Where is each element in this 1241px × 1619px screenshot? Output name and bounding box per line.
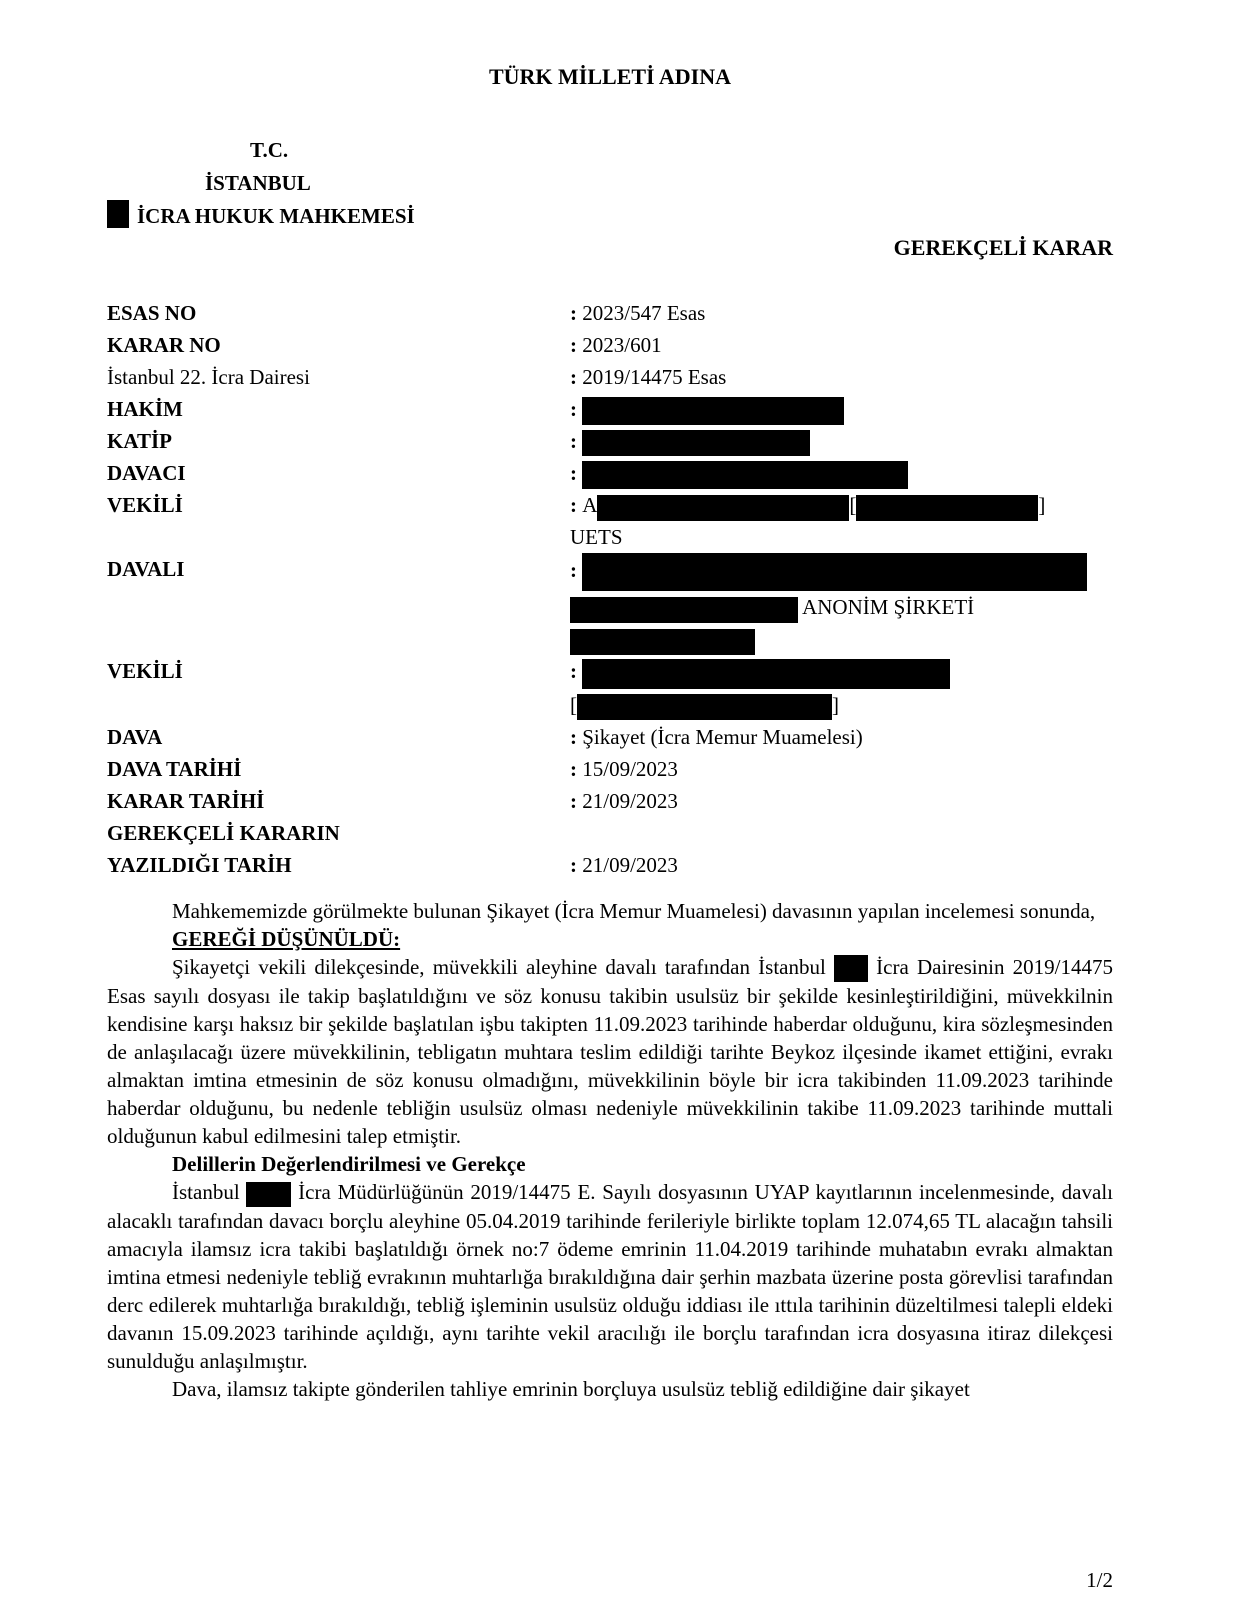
field-value xyxy=(570,361,1113,393)
redaction-box xyxy=(597,495,849,521)
redaction-box xyxy=(834,955,868,982)
body-paragraph xyxy=(107,953,1113,1151)
field-value-line xyxy=(570,393,1113,425)
field-label: KATİP xyxy=(107,429,172,454)
field-row xyxy=(107,553,1113,655)
field-value xyxy=(570,785,1113,817)
court-line xyxy=(107,200,1113,233)
field-label: YAZILDIĞI TARİH xyxy=(107,852,292,877)
city-line: İSTANBUL xyxy=(205,171,311,195)
field-value-line xyxy=(570,297,1113,329)
field-value-text: 15/09/2023 xyxy=(582,756,678,781)
field-value-line xyxy=(570,457,1113,489)
section-heading xyxy=(172,925,1113,953)
field-value-line xyxy=(570,623,1113,655)
field-value xyxy=(570,655,1113,720)
field-label: İstanbul 22. İcra Dairesi xyxy=(107,365,310,389)
field-row xyxy=(107,489,1113,553)
field-colon: : xyxy=(570,659,583,684)
field-row xyxy=(107,361,1113,393)
field-value xyxy=(570,849,1113,881)
field-value xyxy=(570,553,1113,655)
field-value-text: Delillerin Değerlendirilmesi ve Gerekçe xyxy=(172,1152,526,1177)
field-row xyxy=(107,457,1113,489)
decision-type-title: GEREKÇELİ KARAR xyxy=(893,235,1113,260)
redaction-box xyxy=(582,397,844,425)
field-value xyxy=(570,721,1113,753)
field-value-text: Dava, ilamsız takipte gönderilen tahliye emrinin borçluya usulsüz tebliğ edildiğine dair şikayet xyxy=(172,1376,970,1401)
field-value-line xyxy=(570,721,1113,753)
field-label: HAKİM xyxy=(107,397,183,421)
redaction-box xyxy=(582,659,950,689)
redaction-box xyxy=(107,200,129,228)
field-value-line xyxy=(570,689,1113,721)
field-colon: : xyxy=(570,301,583,325)
body-paragraph xyxy=(107,1178,1113,1375)
court-header xyxy=(107,134,1113,233)
redaction-box xyxy=(570,629,755,655)
field-value-text: Şikayetçi vekili dilekçesinde, müvekkili aleyhine davalı tarafından İstanbul xyxy=(172,954,834,979)
field-value-line xyxy=(570,425,1113,457)
field-value-line xyxy=(570,553,1113,591)
field-value-line xyxy=(570,785,1113,817)
field-label: DAVALI xyxy=(107,557,185,582)
field-value-line xyxy=(570,361,1113,393)
tc-line: T.C. xyxy=(250,138,289,162)
redaction-box xyxy=(246,1182,291,1207)
field-value xyxy=(570,425,1113,457)
field-colon: : xyxy=(570,333,583,357)
redaction-box xyxy=(582,553,1087,591)
field-label: KARAR NO xyxy=(107,333,221,357)
field-colon: : xyxy=(570,461,583,486)
field-value xyxy=(570,297,1113,329)
field-value-line xyxy=(570,849,1113,881)
field-value-text: ANONİM ŞİRKETİ xyxy=(798,595,975,620)
field-row xyxy=(107,785,1113,817)
field-row xyxy=(107,721,1113,753)
redaction-box xyxy=(570,597,798,623)
field-value-text: UETS xyxy=(570,525,623,550)
field-value-line xyxy=(570,753,1113,785)
field-label: VEKİLİ xyxy=(107,659,183,684)
field-value-text: İcra Dairesinin 2019/14475 Esas sayılı dosyası ile takip başlatıldığını ve söz konusu takibin usulsüz bir şekilde kesinleştirildiğini, müvekkilnin kendisine karşı haksız bir şekilde başlatılan işbu takipten 11.09.2023 tarihinde haberdar olduğunu, kira sözleşmesinden de anlaşılacağı üzere müvekkilinin, tebligatın muhtara teslim edildiği tarihte Beykoz ilçesinde ikamet ettiğini, evrakı almaktan imtina etmesinin de söz konusu olmadığını, müvekkilinin böyle bir icra takibinden 11.09.2023 tarihinde haberdar olduğunu, bu nedenle tebliğin usulsüz olması nedeniyle müvekkilinin takibe 11.09.2023 tarihinde muttali olduğunun kabul edilmesini talep etmiştir. xyxy=(107,954,1113,1149)
field-value xyxy=(570,753,1113,785)
body-paragraph xyxy=(107,897,1113,925)
field-value-text: 21/09/2023 xyxy=(582,788,678,813)
redaction-box xyxy=(856,495,1038,521)
field-value-text: İcra Müdürlüğünün 2019/14475 E. Sayılı dosyasının UYAP kayıtlarının incelenmesinde, davalı alacaklı tarafından davacı borçlu aleyhine 05.04.2019 tarihinde ferileriyle birlikte toplam 12.074,65 TL alacağın tahsili amacıyla ilamsız icra takibi başlatıldığı örnek no:7 ödeme emrinin 11.04.2019 tarihinde muhatabın evrakı almaktan imtina etmesi nedeniyle tebliğ evrakının muhtarlığa bırakıldığına dair şerhin mazbata üzerine posta görevlisi tarafından derc edilerek muhtarlığa bırakıldığı, tebliğ işleminin usulsüz olduğu iddiası ile ıttıla tarihinin düzeltilmesi talepli eldeki davanın 15.09.2023 tarihinde açıldığı, aynı tarihte vekil aracılığı ile borçlu tarafından icra dosyasına itiraz dilekçesi sunulduğu anlaşılmıştır. xyxy=(107,1180,1113,1373)
field-value-text: [ xyxy=(570,692,577,717)
field-value-text: A xyxy=(582,493,598,518)
field-value-text: 21/09/2023 xyxy=(582,852,678,877)
field-value-text: Mahkememizde görülmekte bulunan Şikayet (İcra Memur Muamelesi) davasının yapılan incelemesi sonunda, xyxy=(172,898,1096,923)
field-value-line xyxy=(570,655,1113,688)
field-label: DAVACI xyxy=(107,461,186,486)
section-heading xyxy=(172,1150,1113,1178)
redaction-box xyxy=(582,461,908,489)
field-value-text: 2019/14475 Esas xyxy=(582,365,727,389)
redaction-box xyxy=(577,694,832,720)
field-colon: : xyxy=(570,756,583,781)
fields-table xyxy=(107,297,1113,881)
field-row xyxy=(107,655,1113,720)
field-value xyxy=(570,489,1113,553)
field-value-text: 2023/601 xyxy=(582,333,662,357)
body-text xyxy=(107,897,1113,1403)
field-label: ESAS NO xyxy=(107,301,197,325)
field-row xyxy=(107,393,1113,425)
court-name: İCRA HUKUK MAHKEMESİ xyxy=(137,204,415,228)
body-paragraph xyxy=(107,1375,1113,1403)
field-colon: : xyxy=(570,493,583,518)
field-label: GEREKÇELİ KARARIN xyxy=(107,820,340,845)
field-value xyxy=(570,329,1113,361)
field-colon: : xyxy=(570,558,583,583)
field-value-line xyxy=(570,521,1113,553)
field-colon: : xyxy=(570,788,583,813)
field-row xyxy=(107,425,1113,457)
field-value-text: ] xyxy=(1038,493,1046,518)
field-colon: : xyxy=(570,365,583,389)
nation-title: TÜRK MİLLETİ ADINA xyxy=(488,64,732,89)
field-value-text: 2023/547 Esas xyxy=(582,301,706,325)
field-row xyxy=(107,817,1113,849)
field-label: DAVA TARİHİ xyxy=(107,756,242,781)
field-value xyxy=(570,393,1113,425)
field-row xyxy=(107,329,1113,361)
field-value-line xyxy=(570,489,1113,521)
field-value-text: ] xyxy=(832,692,839,717)
field-label: KARAR TARİHİ xyxy=(107,788,265,813)
field-value-line xyxy=(570,591,1113,623)
field-row xyxy=(107,849,1113,881)
field-colon: : xyxy=(570,852,583,877)
field-value xyxy=(570,457,1113,489)
field-value-text: GEREĞİ DÜŞÜNÜLDÜ: xyxy=(172,926,401,951)
field-value-text: Şikayet (İcra Memur Muamelesi) xyxy=(582,724,863,749)
field-colon: : xyxy=(570,724,583,749)
field-value-line xyxy=(570,329,1113,361)
field-row xyxy=(107,297,1113,329)
field-row xyxy=(107,753,1113,785)
page-number: 1/2 xyxy=(1086,1568,1113,1592)
field-value-text: [ xyxy=(849,493,857,518)
field-value-text: İstanbul xyxy=(172,1180,247,1205)
field-colon: : xyxy=(570,397,583,421)
field-label: DAVA xyxy=(107,724,163,749)
field-label: VEKİLİ xyxy=(107,493,183,518)
redaction-box xyxy=(582,430,810,456)
field-colon: : xyxy=(570,429,583,454)
